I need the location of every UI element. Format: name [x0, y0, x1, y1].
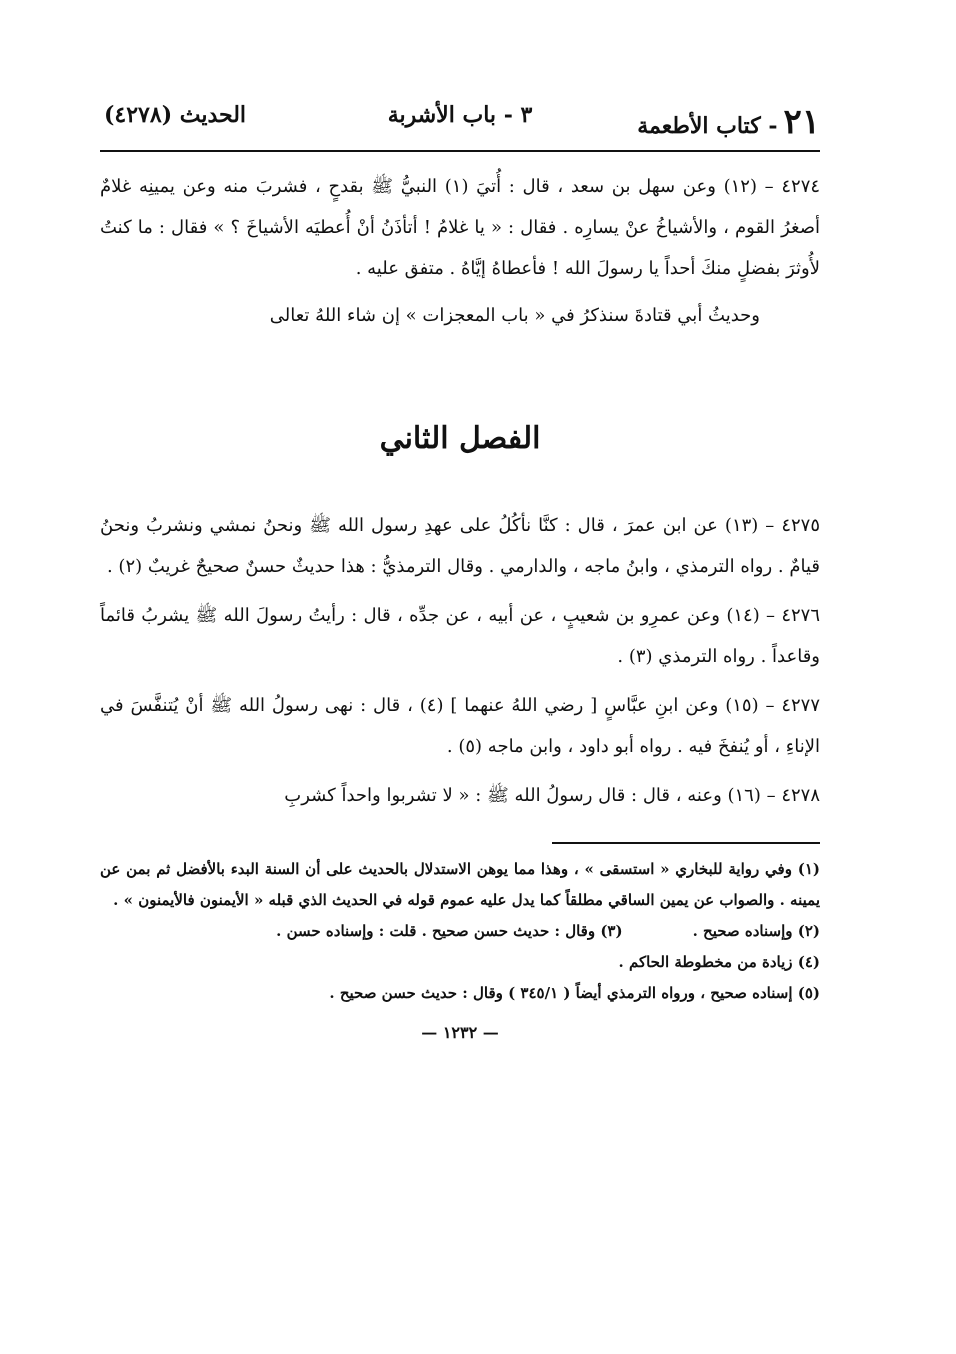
footnote-3: (٣) وقال : حديث حسن صحيح . قلت : وإسناده حسن . [276, 922, 623, 940]
chapter-heading [637, 102, 820, 142]
footnote-5: (٥) إسناده صحيح ، ورواه الترمذي أيضاً ( ٣٤٥/١ ) وقال : حديث حسن صحيح . [329, 984, 820, 1002]
footnotes [100, 854, 820, 1009]
hadith-4274: ٤٢٧٤ – (١٢) وعن سهل بن سعد ، قال : أُتيَ (١) النبيُّ ﷺ بقدحٍ ، فشربَ منه وعن يمينِه غلامٌ أصغرُ القوم ، والأشياخُ عنْ يسارِه . فقال : « يا غلامُ ! أتأذَنُ أنْ أُعطيَه الأشياخَ ؟ » فقال : ما كنتُ لأُوثرَ بفضلٍ منكَ أحداً يا رسولَ الله ! فأعطاهُ إيَّاهُ . متفق عليه . [100, 176, 821, 279]
footnote-4: (٤) زيادة من مخطوطة الحاكم . [618, 953, 820, 971]
book-page [100, 92, 820, 1042]
footnote-divider [552, 842, 820, 844]
hadith-4277: ٤٢٧٧ – (١٥) وعن ابنِ عبَّاسٍ [ رضي اللهُ عنهما ] (٤) ، قال : نهى رسولُ الله ﷺ أنْ يُتنفَّسَ في الإناءِ ، أو يُنفخَ فيه . رواه أبو داود ، وابن ماجه (٥) . [100, 695, 820, 757]
chapter-number: ٢١ [783, 102, 820, 142]
running-header [100, 92, 820, 152]
hadith-range: الحديث (٤٢٧٨) [104, 102, 247, 128]
note-abu-qatada: وحديثُ أبي قتادةَ سنذكرُ في « باب المعجزات » إن شاء اللهُ تعالى [269, 305, 760, 326]
page-number: — ١٢٣٢ — [421, 1023, 499, 1042]
section-heading: الفصل الثاني [379, 421, 541, 456]
section-title-header: ٣ - باب الأشربة [387, 102, 533, 128]
hadith-4275: ٤٢٧٥ – (١٣) عن ابن عمرَ ، قال : كنَّا نأكُلُ على عهدِ رسول الله ﷺ ونحنُ نمشي ونشربُ ونحنُ قيامٌ . رواه الترمذي ، وابنُ ماجه ، والدارمي . وقال الترمذيُّ : هذا حديثٌ حسنٌ صحيحٌ غريبٌ (٢) . [100, 515, 820, 577]
footnote-row [100, 916, 820, 947]
hadith-4278: ٤٢٧٨ – (١٦) وعنه ، قال : قال رسولُ الله ﷺ : « لا تشربوا واحداً كشربِ [284, 785, 820, 806]
main-text [100, 166, 820, 816]
footnote-1: (١) وفي رواية للبخاري « استسقى » ، وهذا مما يوهن الاستدلال بالحديث على أن السنة البدء بالأفضل ثم بمن عن يمينه . والصواب عن يمين الساقي مطلقاً كما يدل عليه عموم قوله في الحديث الذي قبله « الأيمنون فالأيمنون » . [100, 860, 820, 909]
footnote-2: (٢) وإسناده صحيح . [692, 922, 820, 940]
hadith-4276: ٤٢٧٦ – (١٤) وعن عمرِو بن شعيبٍ ، عن أبيه ، عن جدِّه ، قال : رأيتُ رسولَ الله ﷺ يشربُ قائماً وقاعداً . رواه الترمذي (٣) . [100, 605, 821, 667]
chapter-title: - كتاب الأطعمة [637, 113, 778, 139]
